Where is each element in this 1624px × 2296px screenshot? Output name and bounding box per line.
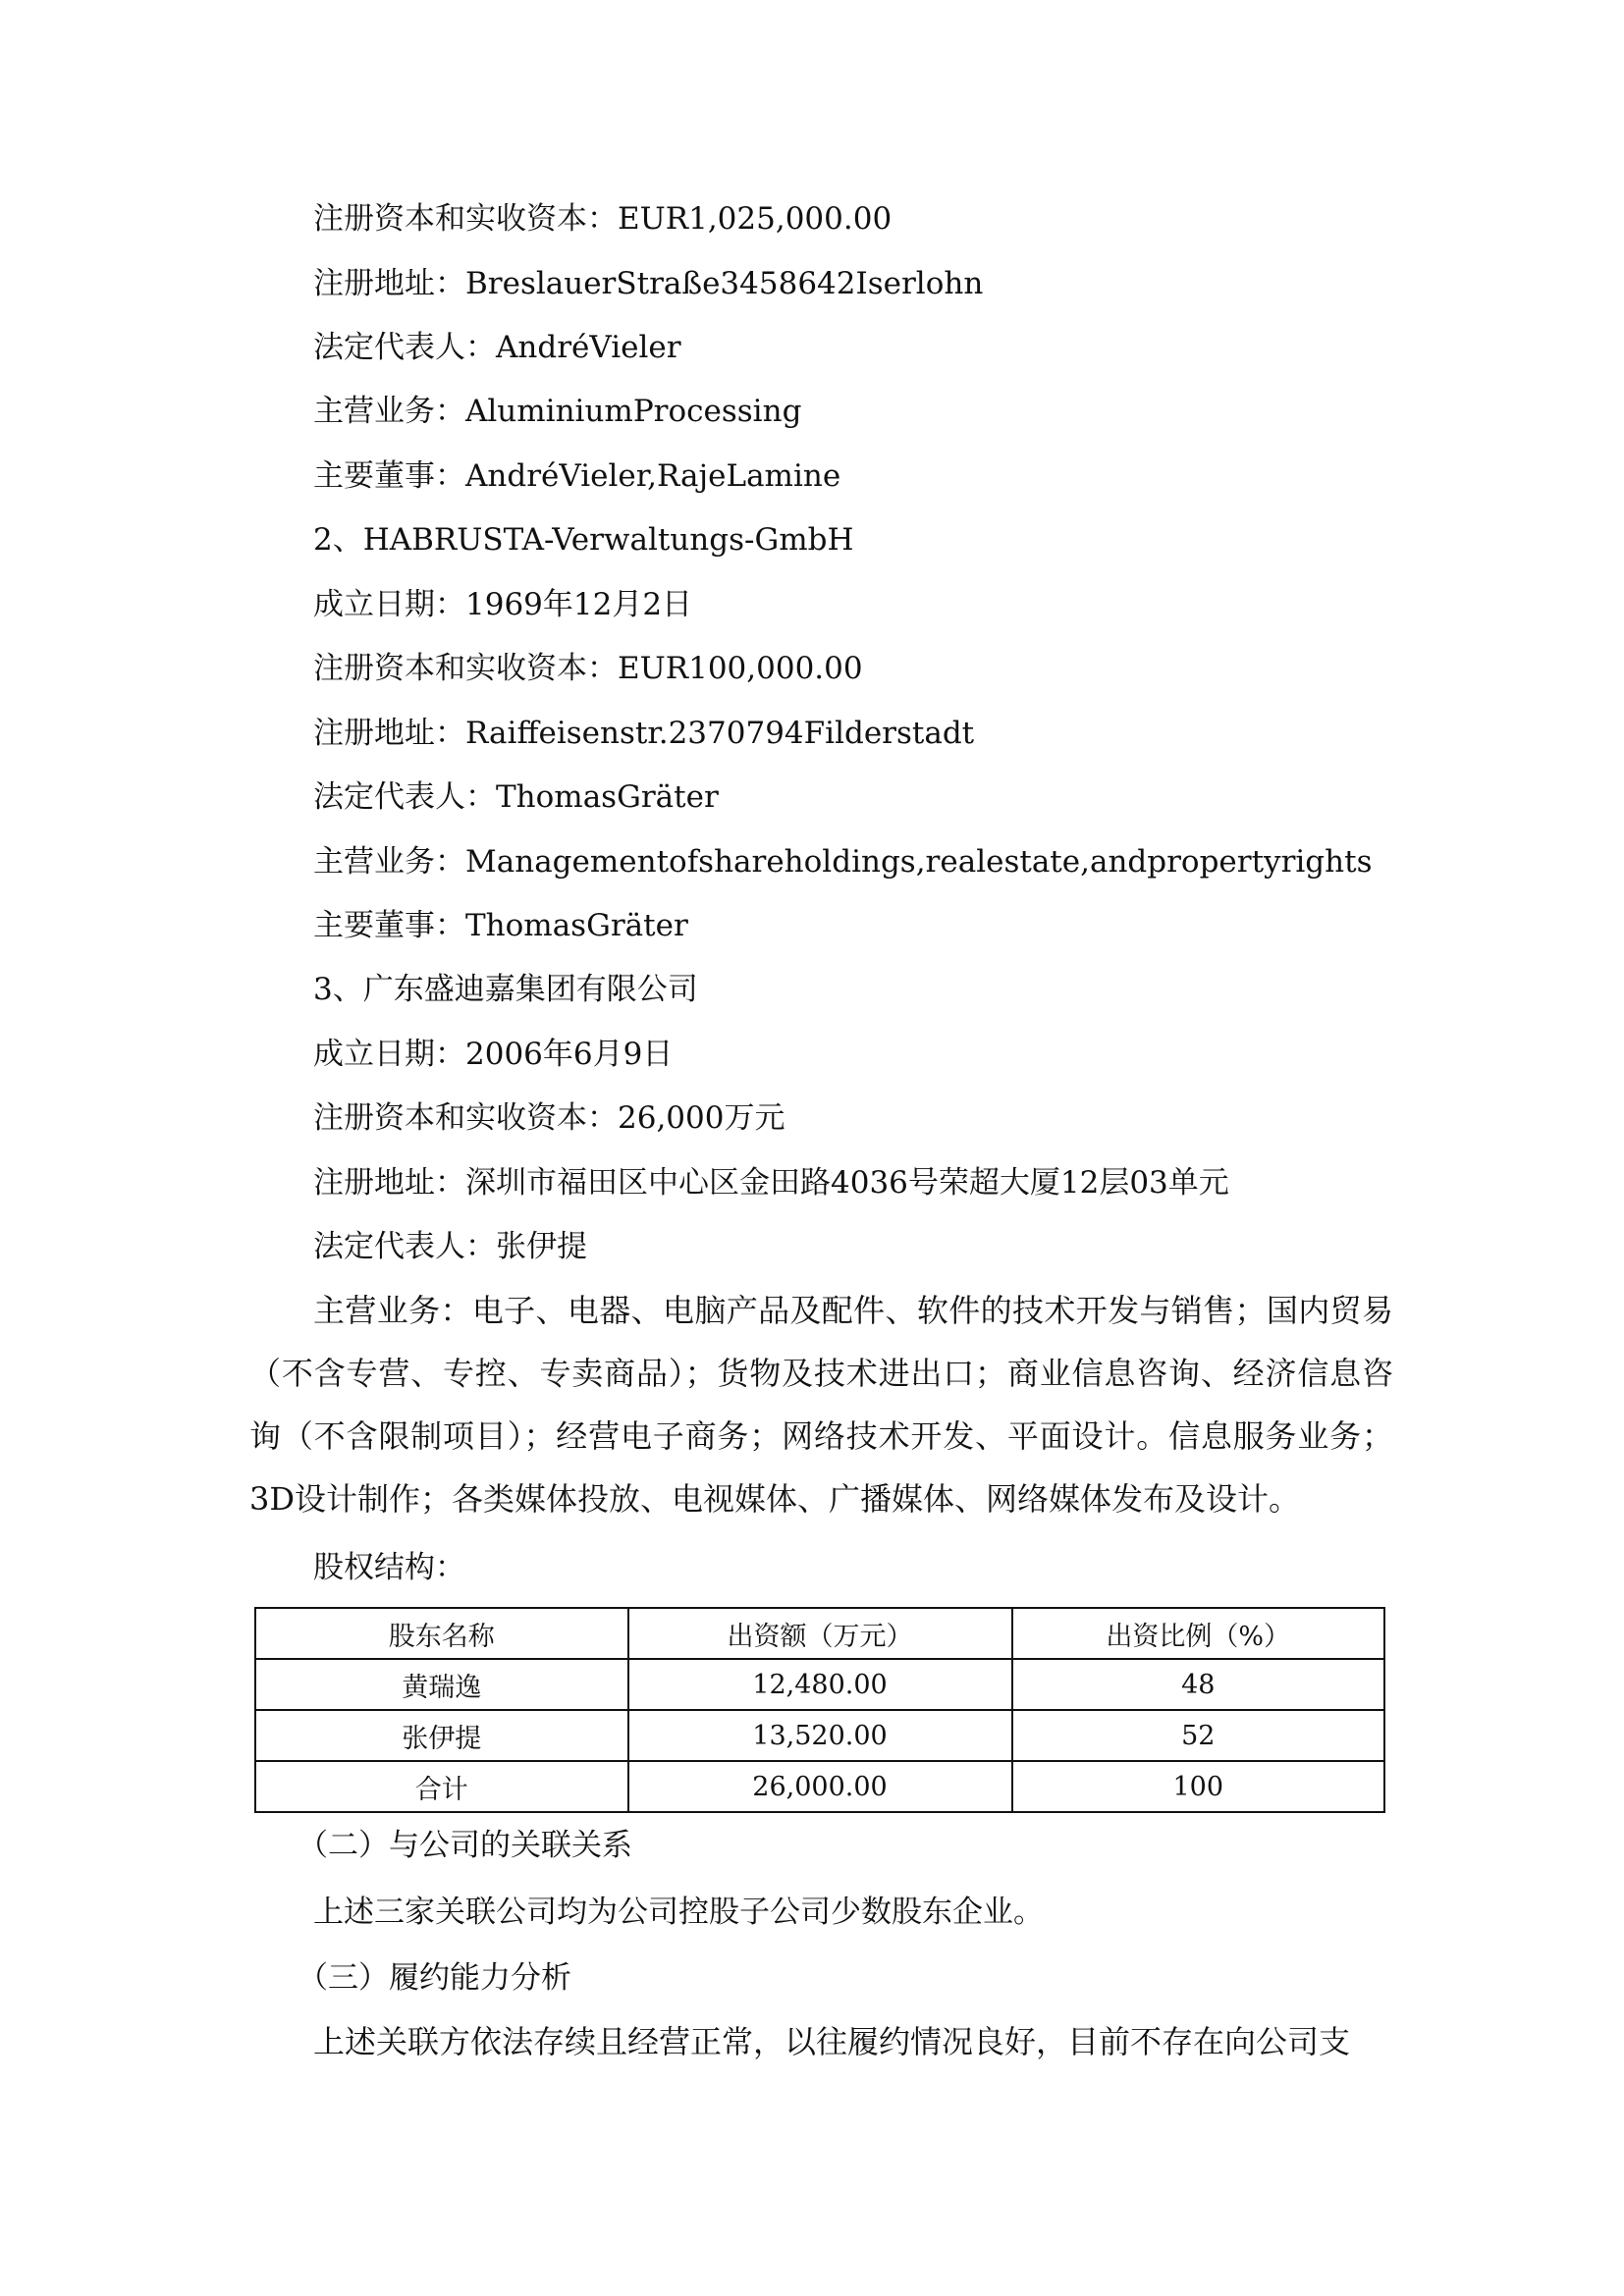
- table-total-row: [255, 1761, 1384, 1812]
- table-row: [255, 1710, 1384, 1761]
- header-amount: 出资额（万元）: [628, 1608, 1012, 1659]
- cell-amount: 13,520.00: [628, 1710, 1012, 1761]
- cell-ratio: 52: [1012, 1710, 1385, 1761]
- cell-ratio: 48: [1012, 1659, 1385, 1710]
- company3-registered-capital: 注册资本和实收资本：26,000万元: [313, 1100, 785, 1136]
- company1-directors: 主要董事：AndréVieler,RajeLamine: [313, 458, 841, 494]
- equity-table: [254, 1607, 1385, 1813]
- section3-heading: （三）履约能力分析: [298, 1960, 571, 1996]
- table-header-row: [255, 1608, 1384, 1659]
- company1-business: 主营业务：AluminiumProcessing: [313, 394, 802, 429]
- company3-address: 注册地址：深圳市福田区中心区金田路4036号荣超大厦12层03单元: [313, 1165, 1229, 1201]
- cell-amount: 26,000.00: [628, 1761, 1012, 1812]
- header-shareholder: 股东名称: [255, 1608, 628, 1659]
- section3-text: 上述关联方依法存续且经营正常，以往履约情况良好，目前不存在向公司支: [313, 2023, 1351, 2060]
- section2-heading: （二）与公司的关联关系: [298, 1828, 632, 1863]
- company2-directors: 主要董事：ThomasGräter: [313, 908, 688, 943]
- company1-legal-rep: 法定代表人：AndréVieler: [313, 330, 681, 365]
- company3-heading: 3、广东盛迪嘉集团有限公司: [313, 972, 698, 1007]
- company3-founded: 成立日期：2006年6月9日: [313, 1037, 674, 1072]
- company3-legal-rep: 法定代表人：张伊提: [313, 1229, 587, 1264]
- cell-shareholder: 黄瑞逸: [255, 1659, 628, 1710]
- company2-address: 注册地址：Raiffeisenstr.2370794Filderstadt: [313, 716, 975, 751]
- company3-business: 主营业务：电子、电器、电脑产品及配件、软件的技术开发与销售；国内贸易（不含专营、专控、专卖商品）；货物及技术进出口；商业信息咨询、经济信息咨询（不含限制项目）；经营电子商务；网络技术开发、平面设计。信息服务业务；3D设计制作；各类媒体投放、电视媒体、广播媒体、网络媒体发布及设计。: [249, 1292, 1393, 1518]
- equity-structure-label: 股权结构：: [313, 1550, 465, 1585]
- cell-shareholder: 合计: [255, 1761, 628, 1812]
- cell-shareholder: 张伊提: [255, 1710, 628, 1761]
- cell-ratio: 100: [1012, 1761, 1385, 1812]
- section2-text: 上述三家关联公司均为公司控股子公司少数股东企业。: [313, 1895, 1044, 1930]
- company2-registered-capital: 注册资本和实收资本：EUR100,000.00: [313, 651, 863, 686]
- company2-heading: 2、HABRUSTA-Verwaltungs-GmbH: [313, 522, 854, 558]
- company2-business: 主营业务：Managementofshareholdings,realestate,andpropertyrights: [313, 844, 1373, 880]
- company2-legal-rep: 法定代表人：ThomasGräter: [313, 779, 719, 815]
- company1-address: 注册地址：BreslauerStraße3458642Iserlohn: [313, 266, 984, 301]
- company2-founded: 成立日期：1969年12月2日: [313, 587, 693, 622]
- company1-registered-capital: 注册资本和实收资本：EUR1,025,000.00: [313, 201, 893, 237]
- header-ratio: 出资比例（%）: [1012, 1608, 1385, 1659]
- table-row: [255, 1659, 1384, 1710]
- cell-amount: 12,480.00: [628, 1659, 1012, 1710]
